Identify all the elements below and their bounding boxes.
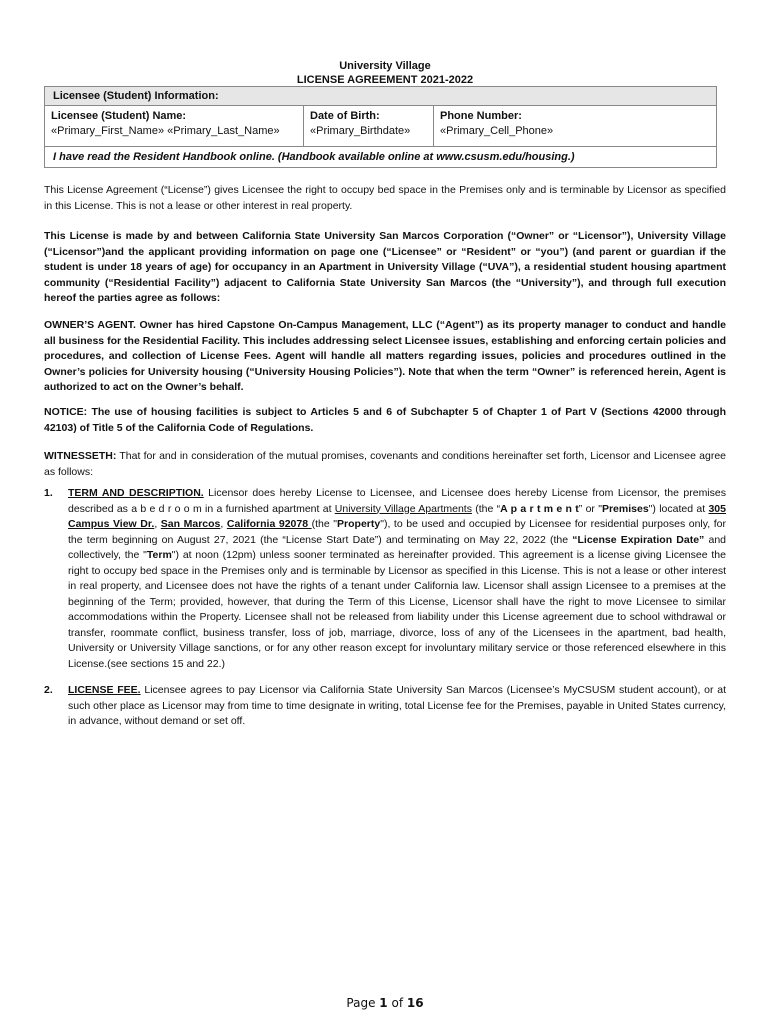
section-1-text: (the “ [471, 502, 501, 515]
property-term: Property [337, 518, 381, 530]
phone-value: «Primary_Cell_Phone» [440, 125, 554, 137]
section-1-number: 1. [44, 487, 53, 499]
expiration-term: “License Expiration Date” [572, 533, 705, 546]
witnesseth-paragraph [44, 449, 726, 480]
section-1-text: (the " [311, 518, 338, 530]
phone-label: Phone Number: [440, 110, 522, 122]
owners-agent-paragraph: OWNER’S AGENT. Owner has hired Capstone On-Campus Management, LLC (“Agent”) as its property manager to conduct and handle all business for the Residential Facility. This includes addressing select Licensee issues, establishing and enforcing certain policies and procedures, and collection of License Fees. Agent will handle all matters regarding issues, policies and procedures outlined in the Owner’s policies for University housing (“University Housing Policies”). Note that when the term “Owner” is referenced herein, Agent is authorized to act on the Owner’s behalf. [44, 319, 726, 393]
page-prefix: Page [346, 996, 380, 1010]
info-table-header: Licensee (Student) Information: [45, 87, 716, 106]
address-city: San Marcos [160, 518, 221, 530]
phone-cell [434, 106, 716, 146]
apartment-term: A p a r t m e n t [500, 502, 579, 515]
document-title-line1: University Village [339, 60, 431, 72]
term-term: Term [146, 549, 172, 561]
document-title-line2: LICENSE AGREEMENT 2021-2022 [296, 74, 474, 86]
address-street: 305 Campus View Dr. [68, 502, 726, 530]
section-1 [44, 486, 726, 672]
notice-paragraph: NOTICE: The use of housing facilities is subject to Articles 5 and 6 of Subchapter 5 of Chapter 1 of Part V (Sections 42000 through 42103) of Title 5 of the California Code of Regulations. [44, 406, 726, 434]
page-total: 16 [406, 996, 424, 1010]
section-2-text: Licensee agrees to pay Licensor via California State University San Marcos (Licensee’s MyCSUSM student account), or at such other place as Licensor may from time to time designate in writing, total License fee for the Premises, payable in United States currency, in advance, without demand or set off. [68, 684, 727, 727]
section-2-body [68, 683, 726, 730]
page-number: 1 [379, 996, 388, 1010]
section-1-text: "), to be used and occupied by Licensee for residential purposes only, for the term beginning on August 27, 2021 (the “License Start Date”) and terminating on May 22, 2022 (the [68, 518, 726, 546]
section-1-text: ") located at [648, 502, 709, 515]
section-2 [44, 683, 726, 730]
page-of: of [387, 996, 407, 1010]
witnesseth-text: That for and in consideration of the mutual promises, covenants and conditions hereinafter set forth, Licensor and Licensee agree as follows: [44, 450, 726, 478]
name-cell [45, 106, 304, 146]
apartments-link: University Village Apartments [334, 502, 472, 515]
section-1-text: and collectively, the " [68, 533, 726, 561]
license-intro-paragraph: This License Agreement (“License”) gives Licensee the right to occupy bed space in the Premises only and is terminable by Licensor as specified in this License. This is not a lease or other interest in real property. [44, 184, 726, 212]
section-1-text: , [220, 518, 227, 530]
handbook-note: I have read the Resident Handbook online. (Handbook available online at www.csusm.edu/housing.) [53, 151, 575, 163]
licensee-info-table [44, 86, 717, 168]
section-1-text: ") at noon (12pm) unless sooner terminated as hereinafter provided. This agreement is a license giving Licensee the right to occupy bed space in the Premises only and is terminable by Licensor as specified in this License. This is not a lease or other interest in real property, and Licensee does not have the rights of a tenant under California law. Licensor shall assign Licensee to a premises at the beginning of the Term; provided, however, that during the Term of this License, Licensor shall have the right to move Licensee to similar accommodations within the Property. Licensee shall not be released from liability under this License agreement due to school withdrawal or transfer, roommate conflict, business transfer, loss of job, marriage, divorce, loss of any of the Licensees in the apartment, bad health, University or University Village sanctions, or for any other reason except for involuntary military service or those referenced elsewhere in this License.(see sections 15 and 22.) [68, 549, 726, 670]
section-1-text: Licensor does hereby License to Licensee, and Licensee does hereby License from Licensor, the premises described as a b e d r o o m in a furnished apartment at [68, 487, 726, 515]
name-label: Licensee (Student) Name: [51, 110, 187, 122]
parties-paragraph: This License is made by and between California State University San Marcos Corporation (“Owner” or “Licensor”), University Village (“Licensor”)and the applicant providing information on page one (“Licensee” or “Resident” or “you”) (and parent or guardian if the student is under 18 years of age) for occupancy in an Apartment in University Village (“UVA”), a residential student housing apartment community (“Residential Facility”) adjacent to California State University San Marcos (the “University”), and through full execution hereof the parties agree as follows: [44, 230, 726, 304]
section-1-heading: TERM AND DESCRIPTION. [68, 487, 204, 499]
premises-term: Premises [601, 502, 649, 515]
section-1-text: ” or " [578, 502, 602, 515]
section-2-heading: LICENSE FEE. [68, 684, 141, 696]
address-state-zip: California 92078 [226, 518, 312, 530]
section-2-number: 2. [44, 684, 53, 696]
info-table-row [45, 106, 716, 147]
section-1-body [68, 486, 726, 672]
dob-cell [304, 106, 434, 146]
dob-label: Date of Birth: [310, 110, 380, 122]
section-1-text: , [154, 518, 161, 530]
name-value: «Primary_First_Name» «Primary_Last_Name» [51, 125, 280, 137]
witnesseth-lead: WITNESSETH: [44, 450, 117, 462]
page-footer [0, 996, 770, 1010]
dob-value: «Primary_Birthdate» [310, 125, 411, 137]
